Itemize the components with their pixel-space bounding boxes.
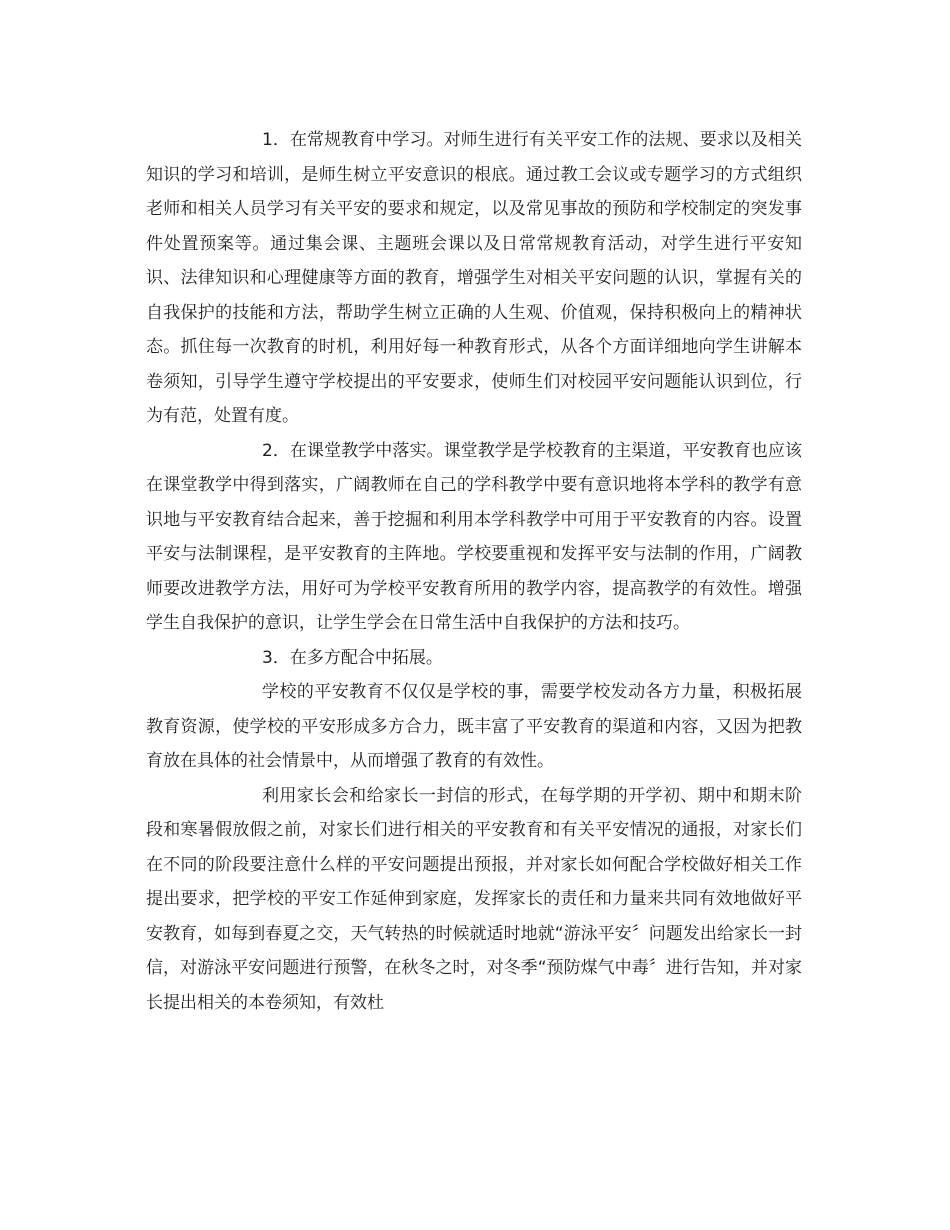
document-body: [146, 123, 802, 1020]
paragraph-multiparty-heading: 3．在多方配合中拓展。: [262, 647, 443, 668]
paragraph-classroom-teaching: 2．在课堂教学中落实。课堂教学是学校教育的主渠道，平安教育也应该在课堂教学中得到落实，广阔教师在自己的学科教学中要有意识地将本学科的教学有意识地与平安教育结合起来，善于挖掘和利用本学科教学中可用于平安教育的内容。设置平安与法制课程，是平安教育的主阵地。学校要重视和发挥平安与法制的作用，广阔教师要改进教学方法，用好可为学校平安教育所用的教学内容，提高教学的有效性。增强学生自我保护的意识，让学生学会在日常生活中自我保护的方法和技巧。: [146, 440, 802, 633]
paragraph-parent-letters: 利用家长会和给家长一封信的形式，在每学期的开学初、期中和期末阶段和寒暑假放假之前，对家长们进行相关的平安教育和有关平安情况的通报，对家长们在不同的阶段要注意什么样的平安问题提出预报，并对家长如何配合学校做好相关工作提出要求，把学校的平安工作延伸到家庭，发挥家长的责任和力量来共同有效地做好平安教育，如每到春夏之交，天气转热的时候就适时地就“游泳平安〞问题发出给家长一封信，对游泳平安问题进行预警，在秋冬之时，对冬季“预防煤气中毒〞进行告知，并对家长提出相关的本卷须知，有效杜: [146, 785, 802, 1013]
paragraph-school-safety-resources: 学校的平安教育不仅仅是学校的事，需要学校发动各方力量，积极拓展教育资源，使学校的平安形成多方合力，既丰富了平安教育的渠道和内容，又因为把教育放在具体的社会情景中，从而增强了教育的有效性。: [146, 682, 802, 771]
paragraph-regular-education: 1．在常规教育中学习。对师生进行有关平安工作的法规、要求以及相关知识的学习和培训，是师生树立平安意识的根底。通过教工会议或专题学习的方式组织老师和相关人员学习有关平安的要求和规定，以及常见事故的预防和学校制定的突发事件处置预案等。通过集会课、主题班会课以及日常常规教育活动，对学生进行平安知识、法律知识和心理健康等方面的教育，增强学生对相关平安问题的认识，掌握有关的自我保护的技能和方法，帮助学生树立正确的人生观、价值观，保持积极向上的精神状态。抓住每一次教育的时机，利用好每一种教育形式，从各个方面详细地向学生讲解本卷须知，引导学生遵守学校提出的平安要求，使师生们对校园平安问题能认识到位，行为有范，处置有度。: [146, 130, 802, 426]
